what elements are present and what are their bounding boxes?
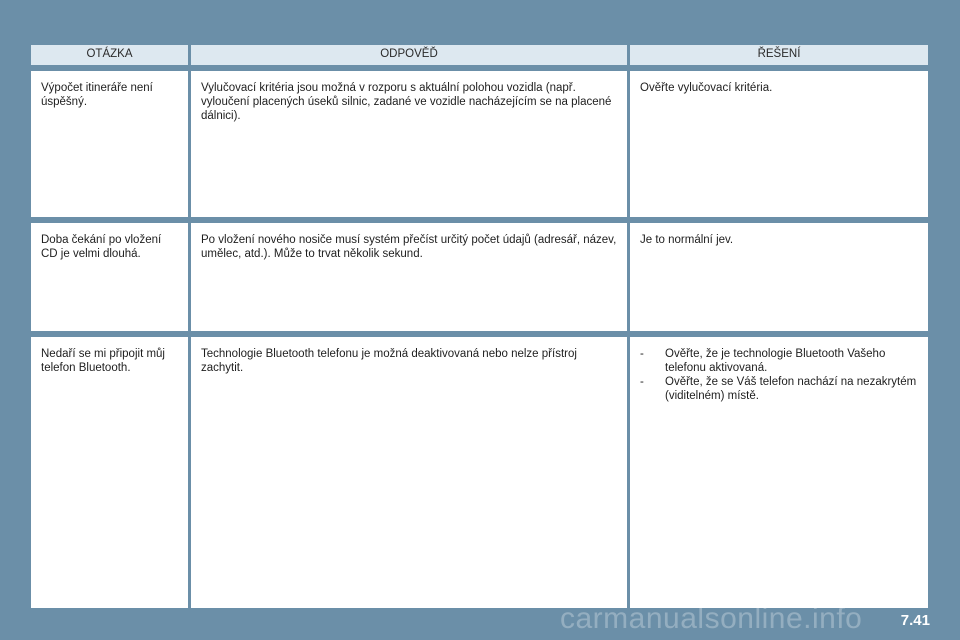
faq-table bbox=[31, 45, 928, 608]
header-solution: ŘEŠENÍ bbox=[630, 45, 928, 65]
row2-solution: Je to normální jev. bbox=[630, 223, 928, 331]
header-question: OTÁZKA bbox=[31, 45, 188, 65]
solution-list bbox=[640, 347, 918, 403]
row1-question: Výpočet itineráře není úspěšný. bbox=[31, 71, 188, 217]
row2-answer: Po vložení nového nosiče musí systém přečíst určitý počet údajů (adresář, název, umělec, atd.). Může to trvat několik sekund. bbox=[191, 223, 627, 331]
solution-item bbox=[640, 375, 918, 403]
solution-item-text: Ověřte, že je technologie Bluetooth Vašeho telefonu aktivovaná. bbox=[665, 348, 886, 374]
solution-item-text: Ověřte, že se Váš telefon nachází na nezakrytém (viditelném) místě. bbox=[665, 376, 917, 402]
row3-answer: Technologie Bluetooth telefonu je možná deaktivovaná nebo nelze přístroj zachytit. bbox=[191, 337, 627, 608]
watermark: carmanualsonline.info bbox=[560, 602, 863, 635]
row3-question: Nedaří se mi připojit můj telefon Bluetooth. bbox=[31, 337, 188, 608]
header-answer: ODPOVĚĎ bbox=[191, 45, 627, 65]
page-number: 7.41 bbox=[900, 612, 930, 629]
bullet-dash: - bbox=[640, 348, 644, 360]
row3-solution bbox=[630, 337, 928, 608]
bullet-dash: - bbox=[640, 376, 644, 388]
row1-answer: Vylučovací kritéria jsou možná v rozporu s aktuální polohou vozidla (např. vyloučení placených úseků silnic, zadané ve vozidle nacházejícím se na placené dálnici). bbox=[191, 71, 627, 217]
row1-solution: Ověřte vylučovací kritéria. bbox=[630, 71, 928, 217]
row2-question: Doba čekání po vložení CD je velmi dlouhá. bbox=[31, 223, 188, 331]
solution-item bbox=[640, 347, 918, 375]
